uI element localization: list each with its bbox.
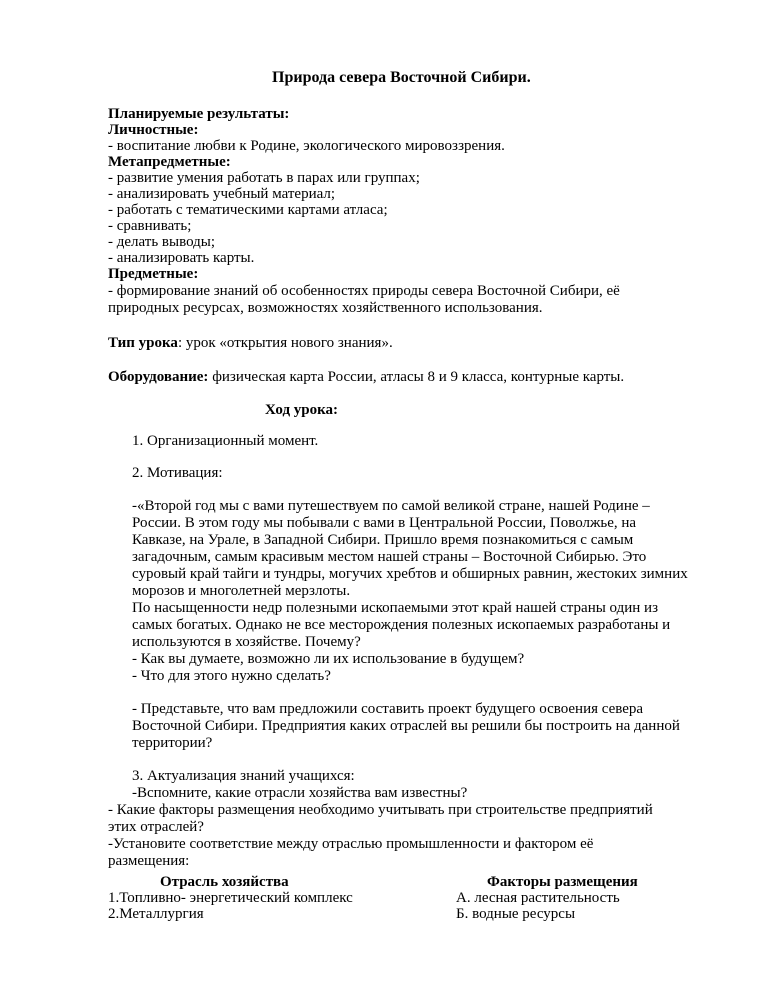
step-3-line: -Установите соответствие между отраслью промышленности и фактором её — [108, 836, 594, 852]
step-3-line: размещения: — [108, 853, 190, 869]
project-line: территории? — [132, 735, 213, 751]
personal-item: - воспитание любви к Родине, экологического мировоззрения. — [108, 138, 505, 154]
lesson-type — [108, 335, 393, 352]
meta-item: - анализировать учебный материал; — [108, 186, 336, 202]
motivation-line: России. В этом году мы побывали с вами в Центральной России, Поволжье, на — [132, 515, 637, 531]
step-3-line: этих отраслей? — [108, 819, 204, 835]
motivation-line: -«Второй год мы с вами путешествуем по самой великой стране, нашей Родине – — [132, 498, 650, 514]
equipment — [108, 369, 624, 386]
meta-item: - сравнивать; — [108, 218, 192, 234]
table-cell-factor: А. лесная растительность — [456, 890, 620, 906]
motivation-line: - Что для этого нужно сделать? — [132, 668, 331, 684]
lesson-type-label: Тип урока — [108, 335, 178, 351]
step-3-line: -Вспомните, какие отрасли хозяйства вам известны? — [132, 785, 468, 801]
motivation-line: суровый край тайги и тундры, могучих хребтов и обширных равнин, жестоких зимних — [132, 566, 688, 582]
subject-line: природных ресурсах, возможностях хозяйственного использования. — [108, 300, 543, 316]
meta-item: - анализировать карты. — [108, 250, 255, 266]
progress-heading: Ход урока: — [265, 402, 339, 418]
lesson-type-text: : урок «открытия нового знания». — [177, 335, 393, 351]
table-cell-industry: 2.Металлургия — [108, 906, 204, 922]
motivation-line: Кавказе, на Урале, в Западной Сибири. Пришло время познакомиться с самым — [132, 532, 634, 548]
motivation-line: самых богатых. Однако не все месторождения полезных ископаемых разработаны и — [132, 617, 671, 633]
results-heading: Планируемые результаты: — [108, 106, 290, 122]
motivation-line: По насыщенности недр полезными ископаемыми этот край нашей страны один из — [132, 600, 659, 616]
subject-line: - формирование знаний об особенностях природы севера Восточной Сибири, её — [108, 283, 620, 299]
step-3-line: - Какие факторы размещения необходимо учитывать при строительстве предприятий — [108, 802, 653, 818]
motivation-line: используются в хозяйстве. Почему? — [132, 634, 361, 650]
step-2: 2. Мотивация: — [132, 465, 223, 481]
motivation-line: - Как вы думаете, возможно ли их использование в будущем? — [132, 651, 525, 667]
table-cell-factor: Б. водные ресурсы — [456, 906, 576, 922]
meta-item: - развитие умения работать в парах или группах; — [108, 170, 420, 186]
table-header-factors: Факторы размещения — [487, 874, 638, 890]
step-3: 3. Актуализация знаний учащихся: — [132, 768, 355, 784]
meta-item: - делать выводы; — [108, 234, 216, 250]
equipment-text: физическая карта России, атласы 8 и 9 класса, контурные карты. — [208, 369, 625, 385]
motivation-line: загадочным, самым красивым местом нашей страны – Восточной Сибирью. Это — [132, 549, 647, 565]
page-title: Природа севера Восточной Сибири. — [272, 69, 531, 86]
step-1: 1. Организационный момент. — [132, 433, 319, 449]
project-line: - Представьте, что вам предложили составить проект будущего освоения севера — [132, 701, 644, 717]
table-header-industry: Отрасль хозяйства — [160, 874, 289, 890]
personal-heading: Личностные: — [108, 122, 199, 138]
table-cell-industry: 1.Топливно- энергетический комплекс — [108, 890, 353, 906]
subject-heading: Предметные: — [108, 266, 199, 282]
meta-heading: Метапредметные: — [108, 154, 231, 170]
meta-item: - работать с тематическими картами атласа; — [108, 202, 388, 218]
motivation-line: морозов и многолетней мерзлоты. — [132, 583, 351, 599]
project-line: Восточной Сибири. Предприятия каких отраслей вы решили бы построить на данной — [132, 718, 680, 734]
equipment-label: Оборудование: — [108, 369, 209, 385]
